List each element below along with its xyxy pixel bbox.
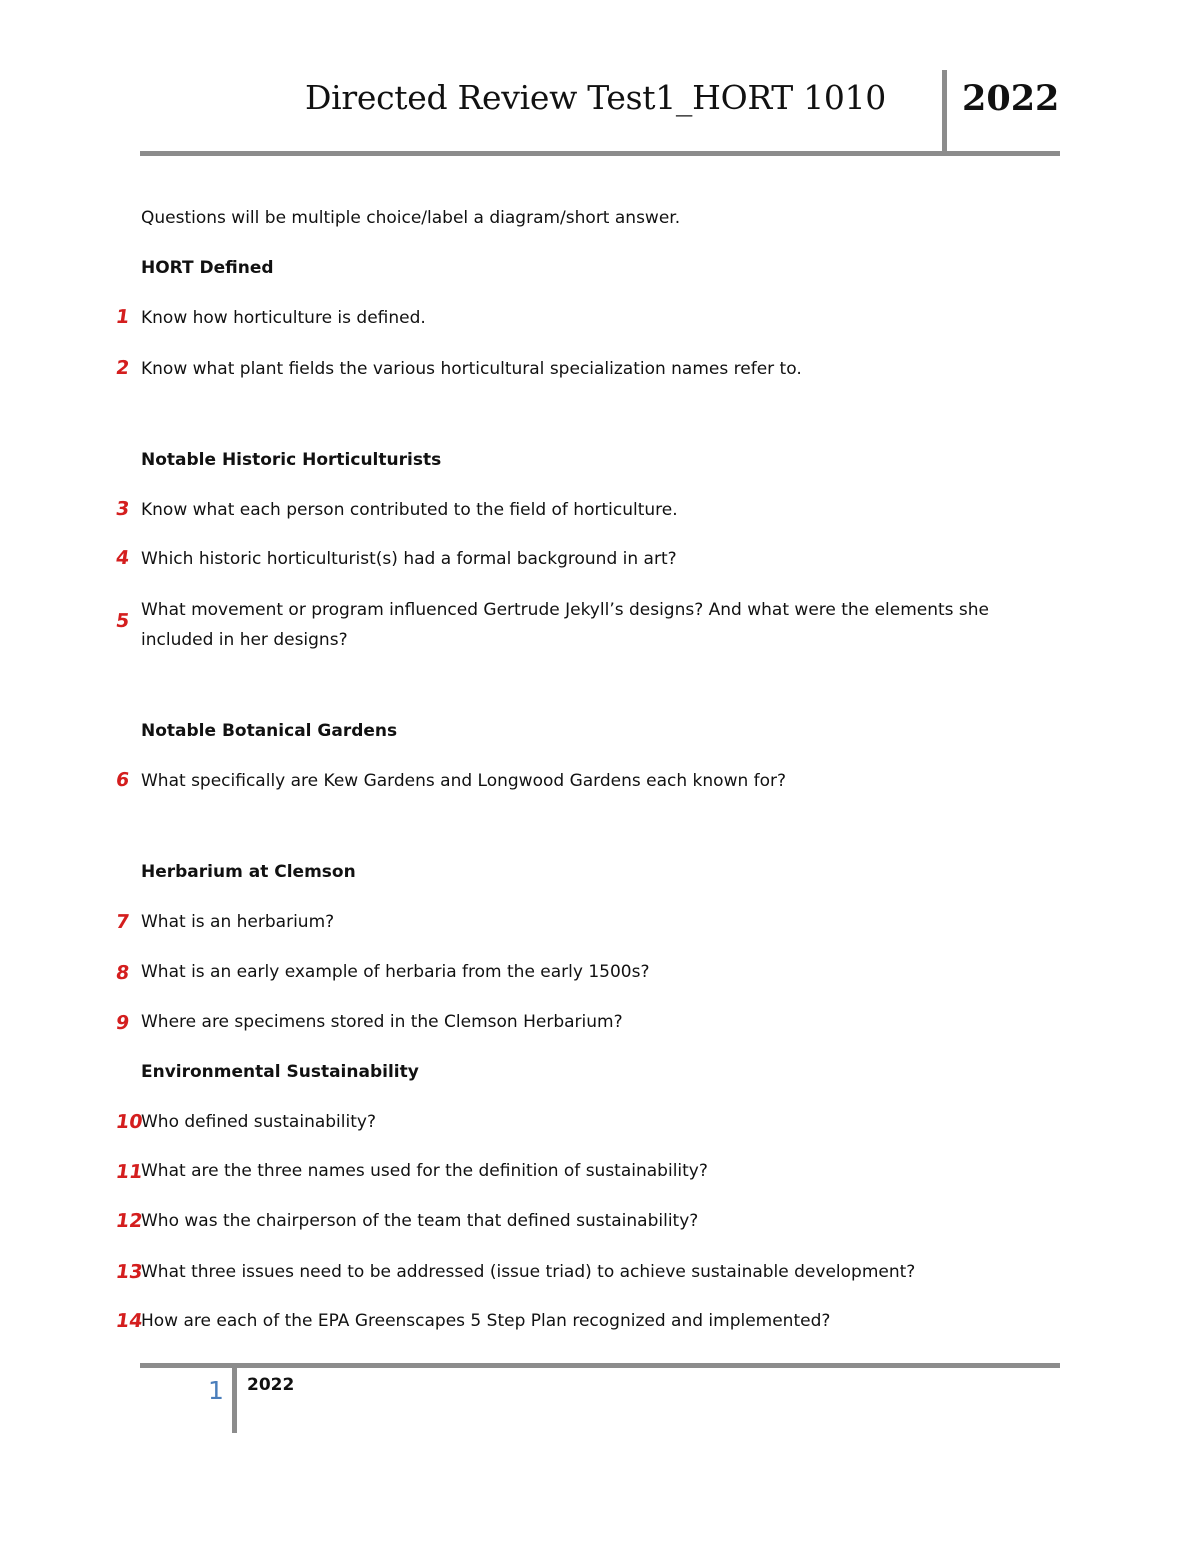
section-heading: Environmental Sustainability bbox=[141, 1062, 419, 1082]
list-item: How are each of the EPA Greenscapes 5 Step Plan recognized and implemented? bbox=[141, 1311, 831, 1331]
footer-horizontal-rule bbox=[140, 1363, 1060, 1368]
list-item: Who was the chairperson of the team that defined sustainability? bbox=[141, 1211, 699, 1231]
handwritten-number: 8 bbox=[114, 962, 131, 984]
page-number: 1 bbox=[208, 1376, 224, 1405]
section-heading: Herbarium at Clemson bbox=[141, 862, 356, 882]
list-item: What three issues need to be addressed (issue triad) to achieve sustainable development? bbox=[141, 1262, 916, 1282]
section-heading: HORT Defined bbox=[141, 258, 274, 278]
handwritten-number: 3 bbox=[114, 498, 131, 520]
handwritten-number: 2 bbox=[114, 357, 131, 379]
list-item: Where are specimens stored in the Clemson Herbarium? bbox=[141, 1012, 623, 1032]
footer-vertical-rule bbox=[232, 1363, 237, 1433]
list-item: What movement or program influenced Gertrude Jekyll’s designs? And what were the elements she included in her designs? bbox=[141, 600, 990, 650]
header-year: 2022 bbox=[962, 78, 1060, 119]
intro-text: Questions will be multiple choice/label a diagram/short answer. bbox=[141, 208, 681, 228]
list-item: What are the three names used for the definition of sustainability? bbox=[141, 1161, 708, 1181]
list-item: What is an herbarium? bbox=[141, 912, 335, 932]
handwritten-number: 5 bbox=[114, 610, 131, 632]
header-vertical-rule bbox=[942, 70, 947, 154]
section-heading: Notable Historic Horticulturists bbox=[141, 450, 442, 470]
handwritten-number: 13 bbox=[114, 1261, 144, 1283]
handwritten-number: 12 bbox=[114, 1210, 144, 1232]
list-item: Know what plant fields the various horticultural specialization names refer to. bbox=[141, 359, 802, 379]
handwritten-number: 10 bbox=[114, 1111, 144, 1133]
handwritten-number: 1 bbox=[114, 306, 131, 328]
handwritten-number: 4 bbox=[114, 547, 131, 569]
handwritten-number: 14 bbox=[114, 1310, 144, 1332]
handwritten-number: 11 bbox=[114, 1161, 144, 1183]
list-item: Who defined sustainability? bbox=[141, 1112, 376, 1132]
handwritten-number: 9 bbox=[114, 1012, 131, 1034]
list-item: Know how horticulture is defined. bbox=[141, 308, 426, 328]
section-heading: Notable Botanical Gardens bbox=[141, 721, 398, 741]
list-item: Know what each person contributed to the field of horticulture. bbox=[141, 500, 678, 520]
handwritten-number: 6 bbox=[114, 769, 131, 791]
handwritten-number: 7 bbox=[114, 911, 131, 933]
list-item: What specifically are Kew Gardens and Longwood Gardens each known for? bbox=[141, 771, 787, 791]
footer-year: 2022 bbox=[247, 1375, 295, 1395]
document-title: Directed Review Test1_HORT 1010 bbox=[305, 78, 886, 117]
list-item: What is an early example of herbaria from the early 1500s? bbox=[141, 962, 650, 982]
list-item: Which historic horticulturist(s) had a formal background in art? bbox=[141, 549, 677, 569]
header-horizontal-rule bbox=[140, 151, 1060, 156]
